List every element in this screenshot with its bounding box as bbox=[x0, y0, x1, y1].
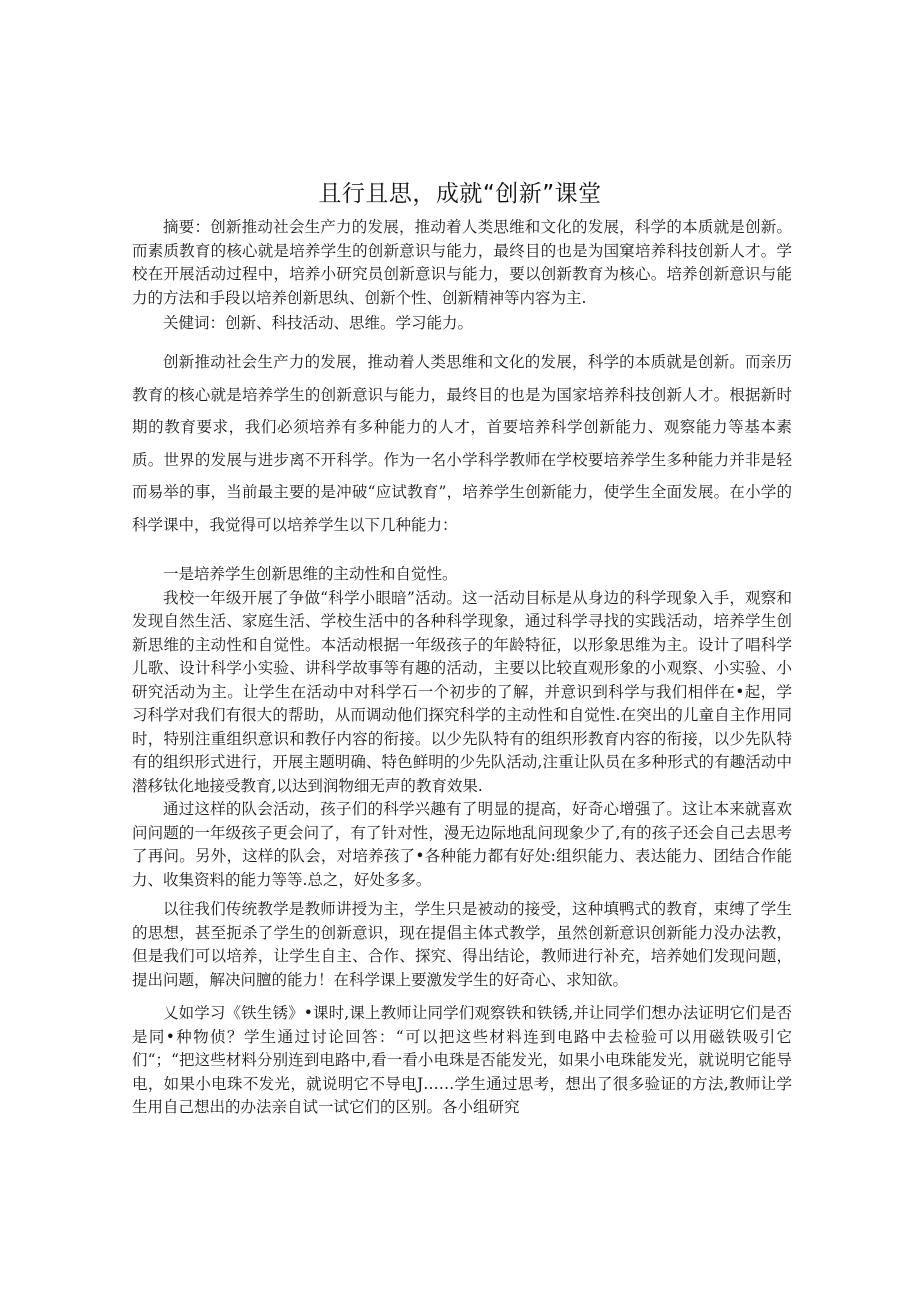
keywords-paragraph: 关健词：创新、科技活动、思维。学习能力。 bbox=[163, 314, 474, 332]
section-heading: 一是培养学生创新思维的主动性和自觉性。 bbox=[163, 565, 458, 583]
keywords-section bbox=[132, 312, 792, 336]
document-title: 且行且思，成就“创新”课堂 bbox=[318, 181, 602, 207]
body-paragraph: 通过这样的队会活动，孩子们的科学兴趣有了明显的提高，好奇心增强了。这让本来就喜欢问问题的一年级孩子更会问了，有了针对性，漫无边际地乱问现象少了,有的孩子还会自己去思考了再问。另外，这样的队会，对培养孩了•各种能力都有好处:组织能力、表达能力、团结合作能力、收集资料的能力等等.总之，好处多多。 bbox=[132, 800, 792, 889]
intro-section bbox=[132, 346, 792, 541]
body-paragraph: 创新推动社会生产力的发展，推动着人类思维和文化的发展，科学的本质就是创新。而亲历教育的核心就是培养学生的创新意识与能力，最终目的也是为国家培养科技创新人才。根据新时期的教育要求，我们必须培养有多种能力的人才，首要培养科学创新能力、观察能力等基本素质。世界的发展与进步离不开科学。作为一名小学科学教师在学校要培养学生多种能力并非是轻而易举的事，当前最主要的是冲破“应试教育”，培养学生创新能力，使学生全面发展。在小学的科学课中，我觉得可以培养学生以下几种能力： bbox=[132, 353, 792, 534]
body-paragraph: 我校一年级开展了争做“科学小眼暗”活动。这一活动目标是从身边的科学现象入手，观察和发现自然生活、家庭生活、学校生活中的各种科学现象，通过科学寻找的实践活动，培养学生创新思维的主动性和自觉性。本活动根据一年级孩子的年龄特征，以形象思维为主。设计了唱科学儿歌、设计科学小实验、讲科学故事等有趣的活动，主要以比较直观形象的小观察、小实验、小研究活动为主。让学生在活动中对科学石一个初步的了解，并意识到科学与我们相伴在•起，学习科学对我们有很大的帮助，从而调动他们探究科学的主动性和自觉性.在突出的儿童自主作用同时，特别注重组织意识和教仔内容的衔接。以少先队特有的组织形教育内容的衔接，以少先队特有的组织形式进行，开展主题明确、特色鲜明的少先队活动,注重让队员在多种形式的有趣活动中潜移钛化地接受教育,以达到润物细无声的教育效果. bbox=[132, 588, 792, 795]
abstract-paragraph: 摘要：创新推动社会生产力的发展，推动着人类思维和文化的发展，科学的本质就是创新。而素质教育的核心就是培养学生的创新意识与能力，最终目的也是为国窠培养科技创新人才。学校在开展活动过程中，培养小研究员创新意识与能力，要以创新教育为核心。培养创新意识与能力的方法和手段以培养创新思纨、创新个性、创新精神等内容为主. bbox=[132, 218, 792, 307]
main-section bbox=[132, 563, 792, 1120]
body-paragraph: 乂如学习《铁生锈》•课时,课上教师让同学们观察铁和铁锈,并让同学们想办法证明它们是否是同•种物侦？学生通过讨论回答：“可以把这些材料连到电路中去检验可以用磁铁吸引它们“；“把这些材料分别连到电路中,看一看小电珠是否能发光，如果小电珠能发光，就说明它能导电，如果小电珠不发光，就说明它不导电J……学生通过思考，想出了很多验证的方法,教师让学生用自己想出的办法亲自试一试它们的区别。各小组研究 bbox=[132, 1004, 792, 1116]
body-paragraph: 以往我们传统教学是教师讲授为主，学生只是被动的接受，这种填鸭式的教育，束缚了学生的思想，甚至扼杀了学生的创新意识，现在提倡主体式教学，虽然创新意识创新能力没办法教，但是我们可以培养，让学生自主、合作、探究、得出结论，教师进行补充，培养她们发现问题，提出问题，解决问膻的能力！在科学课上要激发学生的好奇心、求知欲。 bbox=[132, 900, 792, 989]
abstract-section bbox=[132, 216, 792, 310]
